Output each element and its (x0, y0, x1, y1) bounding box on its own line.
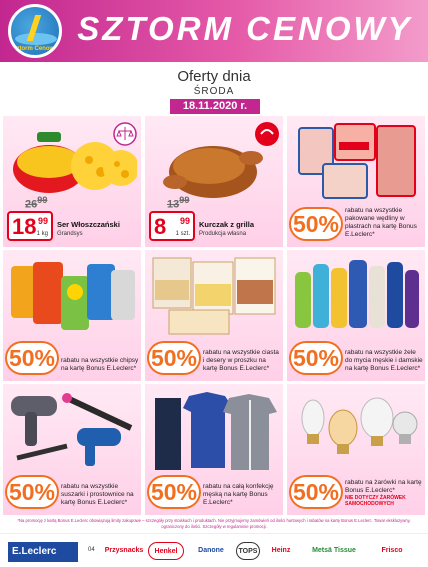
cake-mixes-image (149, 254, 279, 338)
discount-description: rabatu na wszystkie żele do mycia męskie i damskie na kartę Bonus E.Leclerc* (345, 349, 423, 372)
price-tag: 8 99 1 szt. (149, 211, 195, 241)
header-banner (0, 0, 428, 62)
offer-cakes[interactable] (145, 250, 283, 381)
footer-brands (0, 533, 428, 567)
scales-icon (113, 122, 137, 146)
brand-logo: Henkel (148, 542, 184, 560)
discount-badge: 50% (150, 345, 198, 371)
shower-gels-image (291, 254, 421, 338)
discount-description: rabatu na żarówki na kartę Bonus E.Leclerc* NIE DOTYCZY ŻARÓWEK SAMOCHODOWYCH (345, 479, 422, 507)
own-production-badge (253, 120, 281, 148)
offer-hair-dryers[interactable] (3, 384, 141, 515)
discount-description: rabatu na wszystkie suszarki i prostownice na kartę Bonus E.Leclerc* (61, 483, 134, 506)
sztorm-cenowy-logo: Sztorm Cenowy (8, 4, 62, 58)
offer-grid (3, 116, 425, 514)
discount-badge: 50% (292, 211, 340, 237)
brand-logo: Danone (198, 547, 224, 554)
menswear-image (149, 388, 279, 472)
chips-image (7, 256, 137, 338)
page-title: SZTORM CENOWY (77, 10, 413, 47)
offer-cheese[interactable] (3, 116, 141, 247)
offer-chicken[interactable] (145, 116, 283, 247)
offer-menswear[interactable] (145, 384, 283, 515)
light-bulbs-image (291, 388, 421, 472)
price-tag: 18 99 1 kg (7, 211, 53, 241)
weekday: ŚRODA (193, 86, 235, 97)
product-name: Kurczak z grilla (199, 220, 255, 229)
old-price: $26^{99}$ (25, 195, 48, 211)
brand-logo: Heinz (271, 547, 291, 554)
discount-badge: 50% (292, 345, 340, 371)
product-note: Produkcja własna (199, 231, 247, 237)
offer-shower-gels[interactable] (287, 250, 425, 381)
offer-title: Oferty dnia (177, 68, 251, 85)
exclusion-note: NIE DOTYCZY ŻARÓWEK SAMOCHODOWYCH (345, 495, 406, 507)
discount-badge: 50% (150, 479, 198, 505)
discount-description: rabatu na wszystkie chipsy na kartę Bonus E.Leclerc* (61, 357, 139, 372)
discount-description: rabatu na wszystkie pakowane wędliny w plastrach na kartę Bonus E.Leclerc* (345, 207, 417, 238)
offer-bulbs[interactable] (287, 384, 425, 515)
leclerc-logo: E.Leclerc (8, 542, 78, 562)
discount-badge: 50% (8, 479, 56, 505)
offer-cold-cuts[interactable] (287, 116, 425, 247)
offer-chips[interactable] (3, 250, 141, 381)
brand-logo: Przysnacks (104, 547, 144, 554)
terms-note: *Na promocję z kartą Bonus E.Leclerc obowiązują limity zakupowe – szczegóły przy stoiskach i produktach. Nie przyjmujemy zamówień od ilości hurtowych i rabatów na kartę Bonus E.Leclerc. Towar ekskluzywny, ograniczony do ilości. Szczegóły w regulaminie promocji. (17, 518, 411, 529)
date-badge: 18.11.2020 r. (170, 99, 260, 114)
discount-badge: 50% (292, 479, 340, 505)
product-note: Grandsys (57, 231, 83, 237)
subheader (0, 64, 428, 116)
cold-cuts-image (293, 120, 421, 206)
hair-dryers-image (7, 388, 137, 472)
page-number: 04 (88, 547, 95, 553)
brand-logo: Metsä Tissue (312, 547, 356, 554)
discount-description: rabatu na wszystkie ciasta i desery w proszku na kartę Bonus E.Leclerc* (203, 349, 279, 372)
product-name: Ser Włoszczański (57, 220, 120, 229)
brand-logo: Frisco (381, 547, 403, 554)
discount-badge: 50% (8, 345, 56, 371)
discount-description: rabatu na całą konfekcję męską na kartę Bonus E.Leclerc* (203, 483, 274, 506)
old-price: $13^{99}$ (167, 195, 190, 211)
brand-logo: TOPS (236, 542, 260, 560)
